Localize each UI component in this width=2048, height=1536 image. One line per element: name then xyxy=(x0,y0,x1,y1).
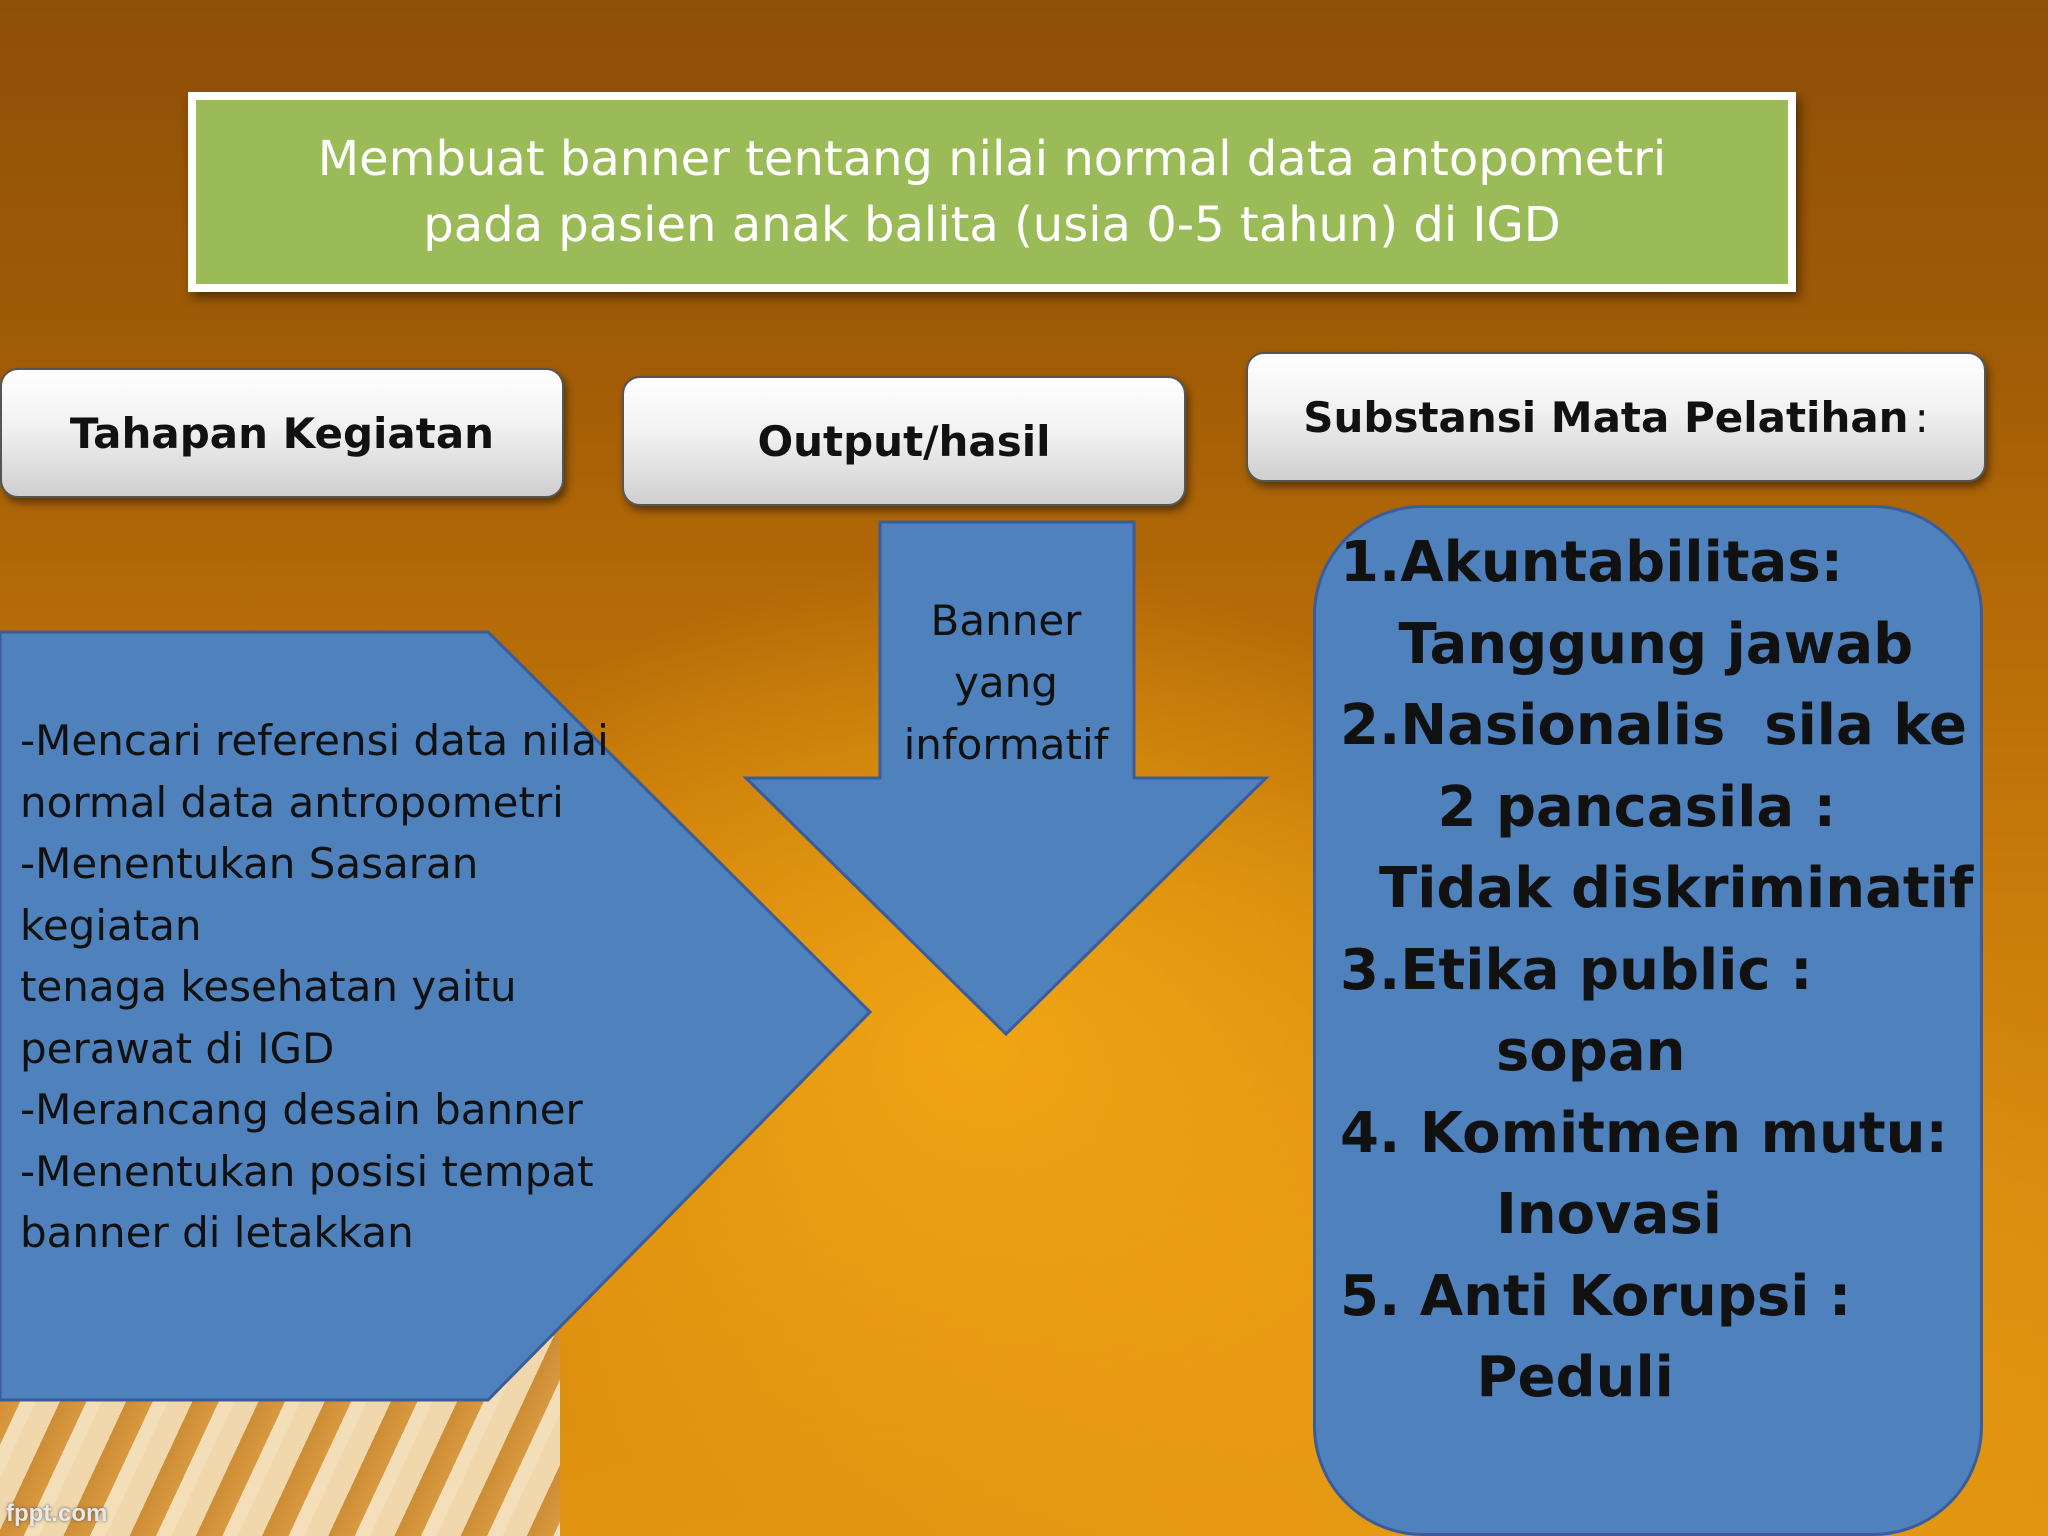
header-substance-label: Substansi Mata Pelatihan xyxy=(1303,392,1909,442)
substance-line: sopan xyxy=(1340,1019,1686,1084)
header-output-label: Output/hasil xyxy=(757,416,1051,466)
output-text: Banner yang informatif xyxy=(903,596,1109,769)
activities-text: -Mencari referensi data nilai normal data antropometri -Menentukan Sasaran kegiatan tenaga kesehatan yaitu perawat di IGD -Merancang desain banner -Menentukan posisi tempat banner di letakkan xyxy=(20,716,609,1257)
substance-line: 2.Nasionalis sila ke xyxy=(1340,693,1967,758)
substance-line: Tidak diskriminatif xyxy=(1340,856,1974,921)
title-text: Membuat banner tentang nilai normal data antopometri pada pasien anak balita (usia 0-5 tahun) di IGD xyxy=(317,131,1667,253)
header-substance-colon: : xyxy=(1914,392,1929,442)
watermark-logo: fppt.com xyxy=(6,1500,108,1527)
header-activities-label: Tahapan Kegiatan xyxy=(69,408,495,458)
substance-line: Peduli xyxy=(1340,1345,1674,1410)
substance-line: Inovasi xyxy=(1340,1182,1722,1247)
substance-line: 1.Akuntabilitas: xyxy=(1340,530,1844,595)
substance-line: 2 pancasila : xyxy=(1340,774,1837,840)
substance-line: Tanggung jawab xyxy=(1340,611,1914,677)
substance-line: 3.Etika public : xyxy=(1340,937,1813,1003)
substance-list xyxy=(1340,522,1980,1419)
substance-line: 5. Anti Korupsi : xyxy=(1340,1263,1852,1329)
substance-line: 4. Komitmen mutu: xyxy=(1340,1100,1948,1166)
